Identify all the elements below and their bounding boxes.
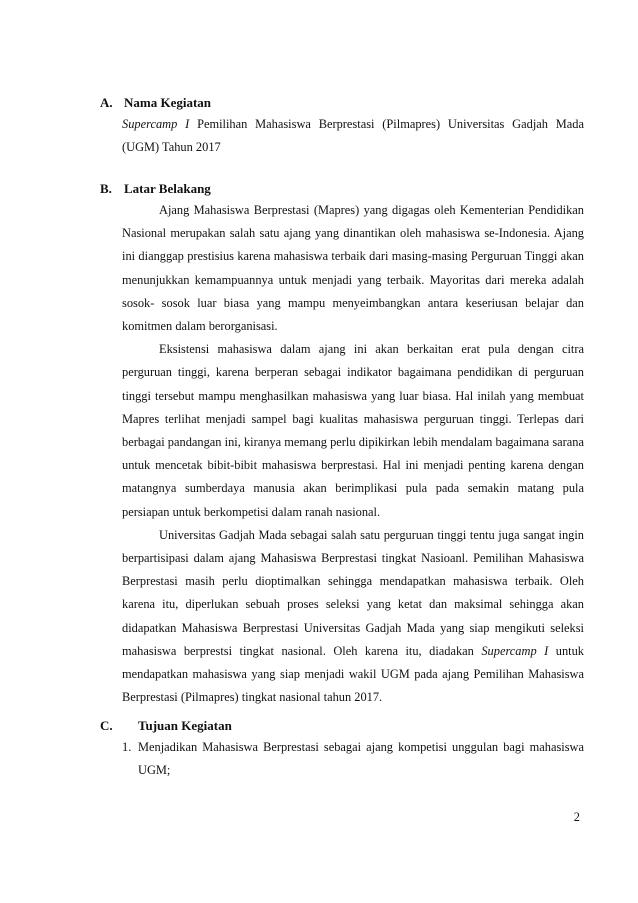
list-item [122, 736, 584, 782]
section-b-heading [100, 181, 584, 197]
section-b-paragraph-3 [122, 524, 584, 710]
section-c-label: C. [100, 718, 113, 733]
section-a-italic: Supercamp I [122, 117, 190, 131]
section-b-p3-start: Universitas Gadjah Mada sebagai salah satu perguruan tinggi tentu juga sangat ingin berpartisipasi dalam ajang Mahasiswa Berprestasi tingkat Nasioanl. Pemilihan Mahasiswa Berprestasi masih perlu dioptimalkan sehingga mendapatkan mahasiswa terbaik. Oleh karena itu, diperlukan sebuah proses seleksi yang ketat dan maksimal sehingga akan didapatkan Mahasiswa Berprestasi Universitas Gadjah Mada yang siap mengikuti seleksi mahasiswa berprestsi tingkat nasional. Oleh karena itu, diadakan [122, 527, 584, 658]
section-b-paragraph-1: Ajang Mahasiswa Berprestasi (Mapres) yang digagas oleh Kementerian Pendidikan Nasional merupakan salah satu ajang yang dinantikan oleh mahasiswa se-Indonesia. Ajang ini dianggap prestisius karena mahasiswa terbaik dari masing-masing Perguruan Tinggi akan menunjukkan kemampuannya untuk menjadi yang terbaik. Mayoritas dari mereka adalah sosok- sosok luar biasa yang mampu menyeimbangkan antara keseriusan belajar dan komitmen dalam berorganisasi. [122, 203, 584, 334]
section-b-title: Latar Belakang [124, 181, 211, 196]
list-item-text: Menjadikan Mahasiswa Berprestasi sebagai ajang kompetisi unggulan bagi mahasiswa UGM; [138, 740, 584, 778]
section-a [100, 95, 584, 159]
section-a-body [122, 113, 584, 159]
list-item-number: 1. [122, 740, 132, 754]
section-a-label: A. [100, 95, 113, 110]
section-a-text: Pemilihan Mahasiswa Berprestasi (Pilmapres) Universitas Gadjah Mada (UGM) Tahun 2017 [122, 117, 585, 155]
section-b-p3-end: untuk mendapatkan mahasiswa yang siap menjadi wakil UGM pada ajang Pemilihan Mahasiswa Berprestasi (Pilmapres) tingkat nasional tahun 2017. [122, 643, 585, 705]
section-b-paragraph-2: Eksistensi mahasiswa dalam ajang ini akan berkaitan erat pula dengan citra perguruan tinggi, karena berperan sebagai indikator bagaimana pendidikan di perguruan tinggi tersebut mampu menghasilkan mahasiswa yang luar biasa. Hal inilah yang membuat Mapres terlihat menjadi sampel bagi kualitas mahasiswa perguruan tinggi. Terlepas dari berbagai pandangan ini, kiranya memang perlu dipikirkan lebih mendalam bagaimana sarana untuk mencetak bibit-bibit mahasiswa berprestasi. Hal ini menjadi penting karena dengan matangnya sumberdaya manusia akan berimplikasi pula pada semakin matang pula persiapan untuk berkompetisi dalam ranah nasional. [122, 342, 584, 519]
section-c-heading [100, 718, 584, 734]
section-a-heading [100, 95, 584, 111]
section-c-title: Tujuan Kegiatan [138, 718, 232, 733]
section-a-title: Nama Kegiatan [124, 95, 212, 110]
section-b-label: B. [100, 181, 112, 196]
page-number: 2 [573, 810, 580, 824]
section-c [100, 718, 584, 782]
section-b [100, 181, 584, 709]
section-b-p3-italic: Supercamp I [481, 643, 549, 658]
